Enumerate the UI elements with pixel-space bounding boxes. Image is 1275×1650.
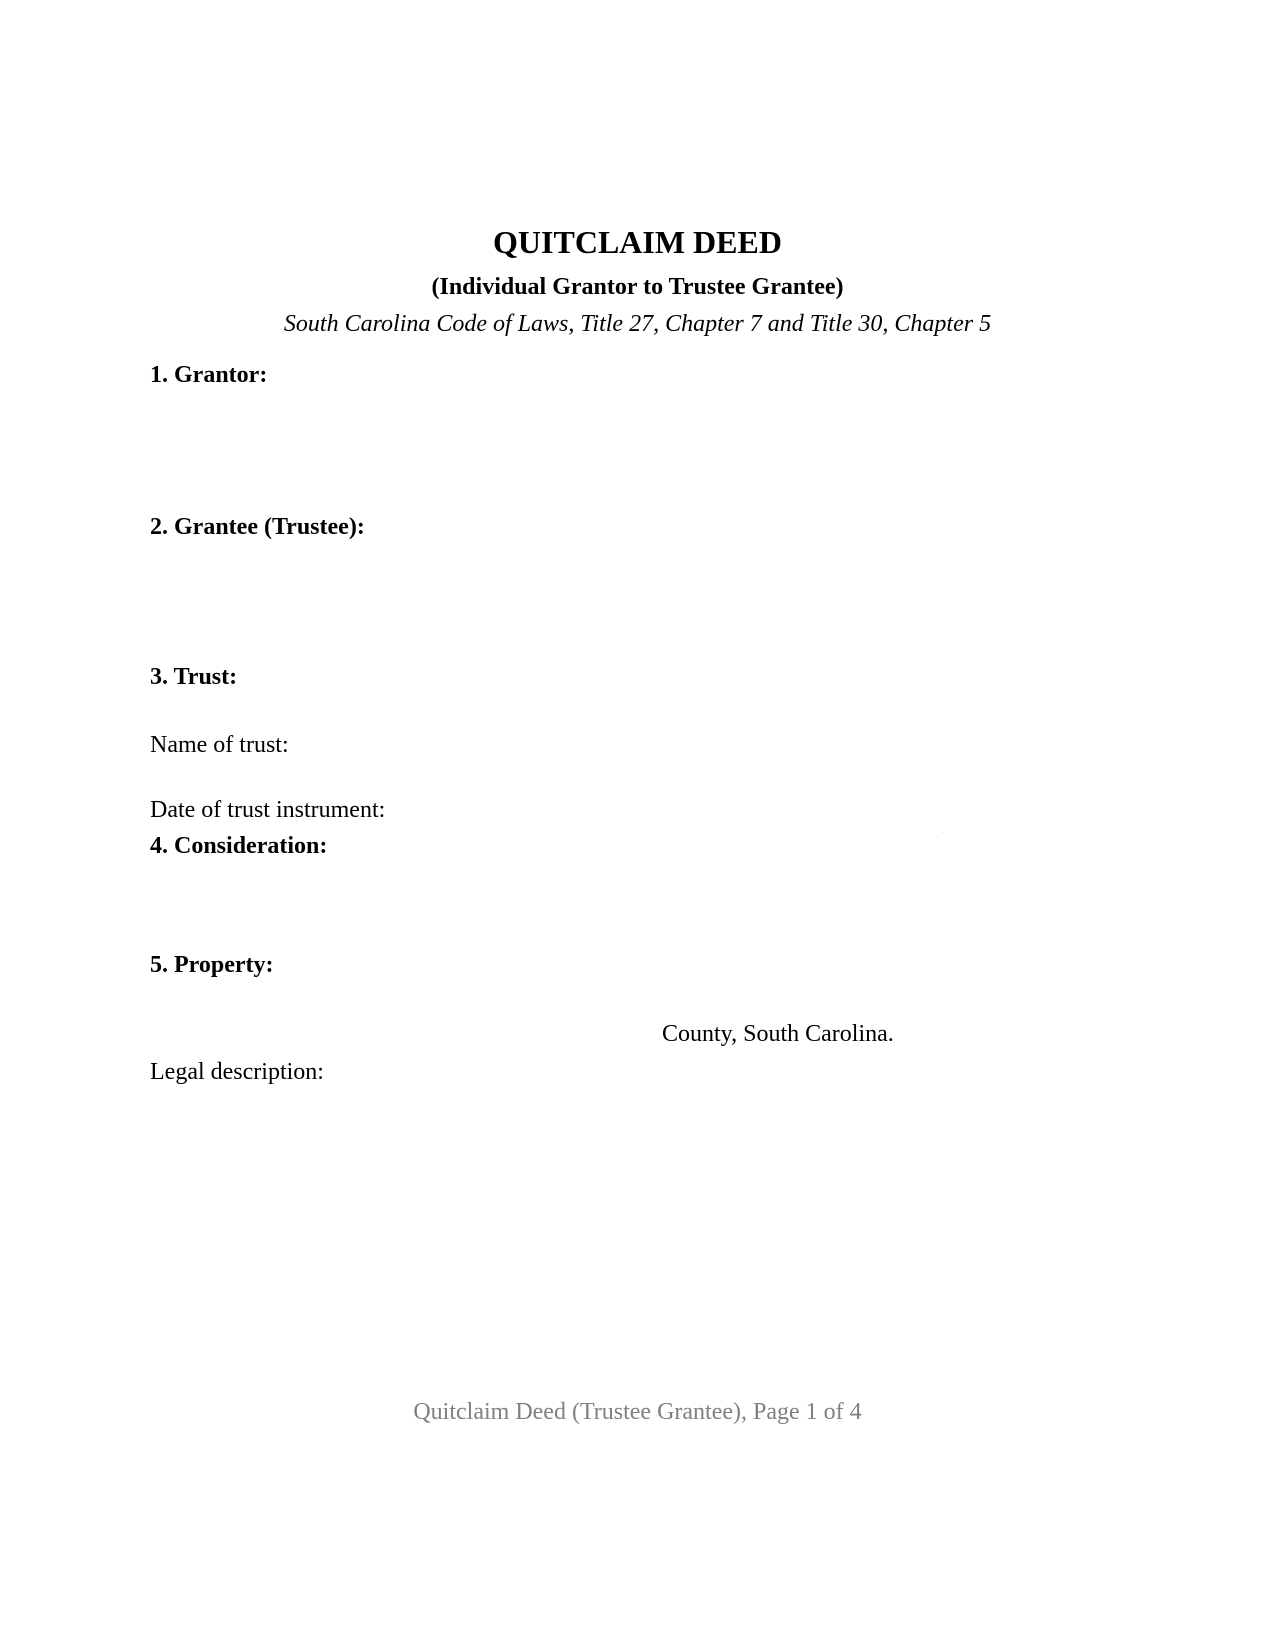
section-consideration-heading: 4. Consideration: [150,833,328,859]
section-property-heading: 5. Property: [150,952,274,978]
statute-citation: South Carolina Code of Laws, Title 27, Chapter 7 and Title 30, Chapter 5 [283,311,992,337]
section-grantee-heading: 2. Grantee (Trustee): [150,514,365,540]
scan-speck [942,832,943,833]
trust-date-label: Date of trust instrument: [150,797,386,823]
section-trust-heading: 3. Trust: [150,664,238,690]
trust-name-label: Name of trust: [150,732,289,758]
property-county-text: County, South Carolina. [662,1021,894,1047]
legal-description-label: Legal description: [150,1059,324,1085]
document-title: QUITCLAIM DEED [493,224,782,260]
document-subtitle: (Individual Grantor to Trustee Grantee) [431,274,844,300]
section-grantor-heading: 1. Grantor: [150,362,268,388]
page-footer: Quitclaim Deed (Trustee Grantee), Page 1 of 4 [413,1399,862,1425]
